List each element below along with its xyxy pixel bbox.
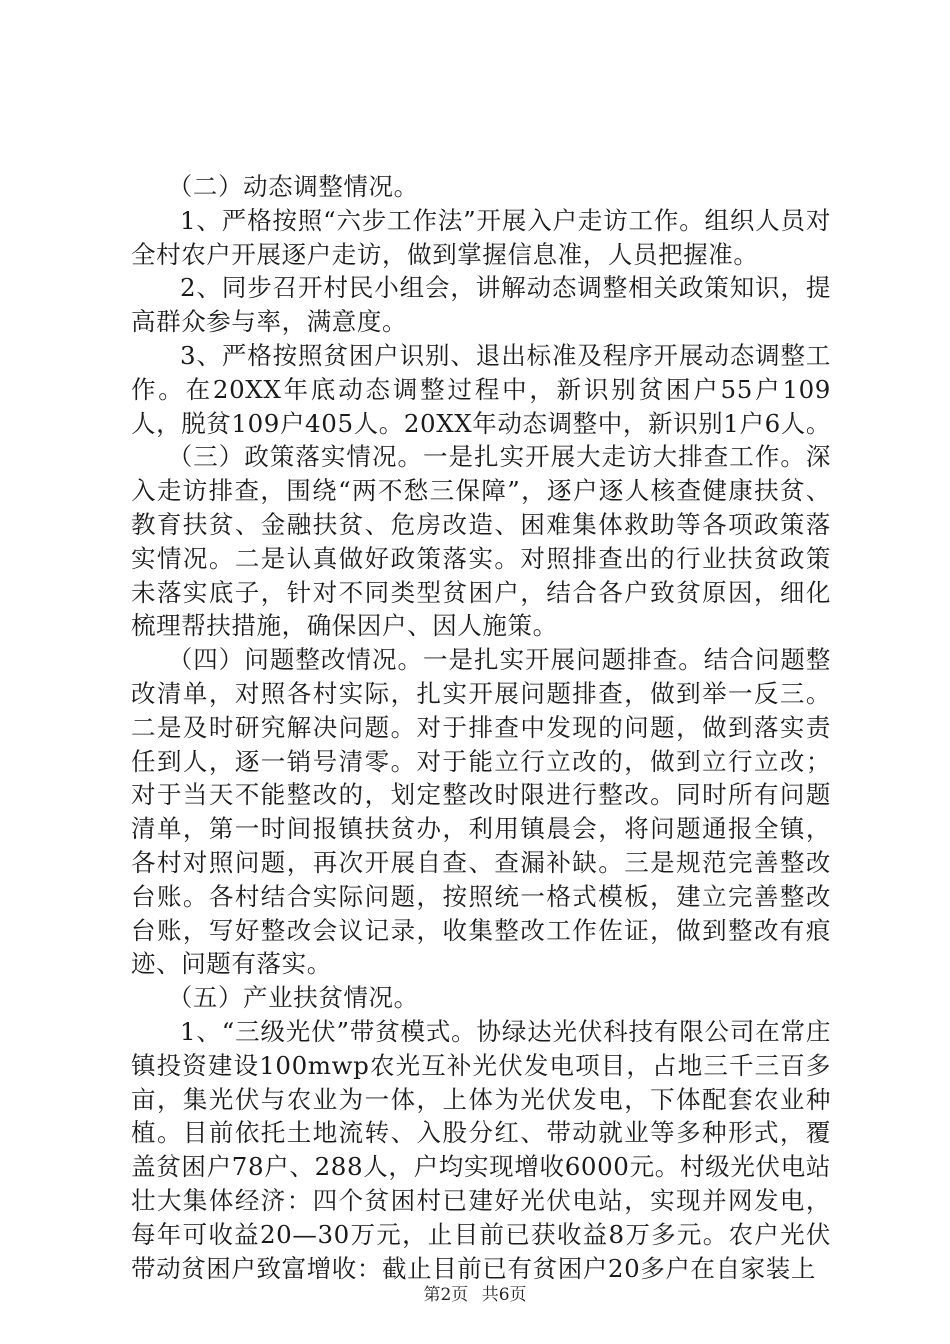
section-heading-industry-poverty-alleviation: （五）产业扶贫情况。 <box>167 983 419 1013</box>
page-footer <box>0 1280 950 1305</box>
section-heading-problem-rectification: （四）问题整改情况。一是扎实开展问题排查。结合问题整改清单，对照各村实际，扎实开展问题排查，做到举一反三。二是及时研究解决问题。对于排查中发现的问题，做到落实责任到人，逐一销号清零。对于能立行立改的，做到立行立改；对于当天不能整改的，划定整改时限进行整改。同时所有问题清单，第一时间报镇扶贫办，利用镇晨会，将问题通报全镇，各村对照问题，再次开展自查、查漏补缺。三是规范完善整改台账。各村结合实际问题，按照统一格式模板，建立完善整改台账，写好整改会议记录，收集整改工作佐证，做到整改有痕迹、问题有落实。 <box>131 645 831 979</box>
section-heading-dynamic-adjustment: （二）动态调整情况。 <box>167 172 419 201</box>
section-heading-policy-implementation: （三）政策落实情况。一是扎实开展大走访大排查工作。深入走访排查，围绕“两不愁三保障”，逐户逐人核查健康扶贫、教育扶贫、金融扶贫、危房改造、困难集体救助等各项政策落实情况。二是认真做好政策落实。对照排查出的行业扶贫政策未落实底子，针对不同类型贫困户，结合各户致贫原因，细化梳理帮扶措施，确保因户、因人施策。 <box>131 442 831 641</box>
paragraph-household-visits: 1、严格按照“六步工作法”开展入户走访工作。组织人员对全村农户开展逐户走访，做到掌握信息准，人员把握准。 <box>131 205 831 269</box>
document-body <box>131 170 831 1285</box>
page-number: 第2页 <box>423 1285 469 1305</box>
paragraph-villager-meetings: 2、同步召开村民小组会，讲解动态调整相关政策知识，提高群众参与率，满意度。 <box>131 273 831 337</box>
paragraph-photovoltaic-model: 1、“三级光伏”带贫模式。协绿达光伏科技有限公司在常庄镇投资建设100mwp农光互补光伏发电项目，占地三千三百多亩，集光伏与农业为一体，上体为光伏发电，下体配套农业种植。目前依托土地流转、入股分红、带动就业等多种形式，覆盖贫困户78户、288人，户均实现增收6000元。村级光伏电站壮大集体经济：四个贫困村已建好光伏电站，实现并网发电，每年可收益20—30万元，止目前已获收益8万多元。农户光伏带动贫困户致富增收：截止目前已有贫困户20多户在自家装上 <box>131 1016 831 1283</box>
page-total: 共6页 <box>481 1285 527 1305</box>
paragraph-identification-exit: 3、严格按照贫困户识别、退出标准及程序开展动态调整工作。在20XX年底动态调整过程中，新识别贫困户55户109人，脱贫109户405人。20XX年动态调整中，新识别1户6人。 <box>131 340 831 438</box>
